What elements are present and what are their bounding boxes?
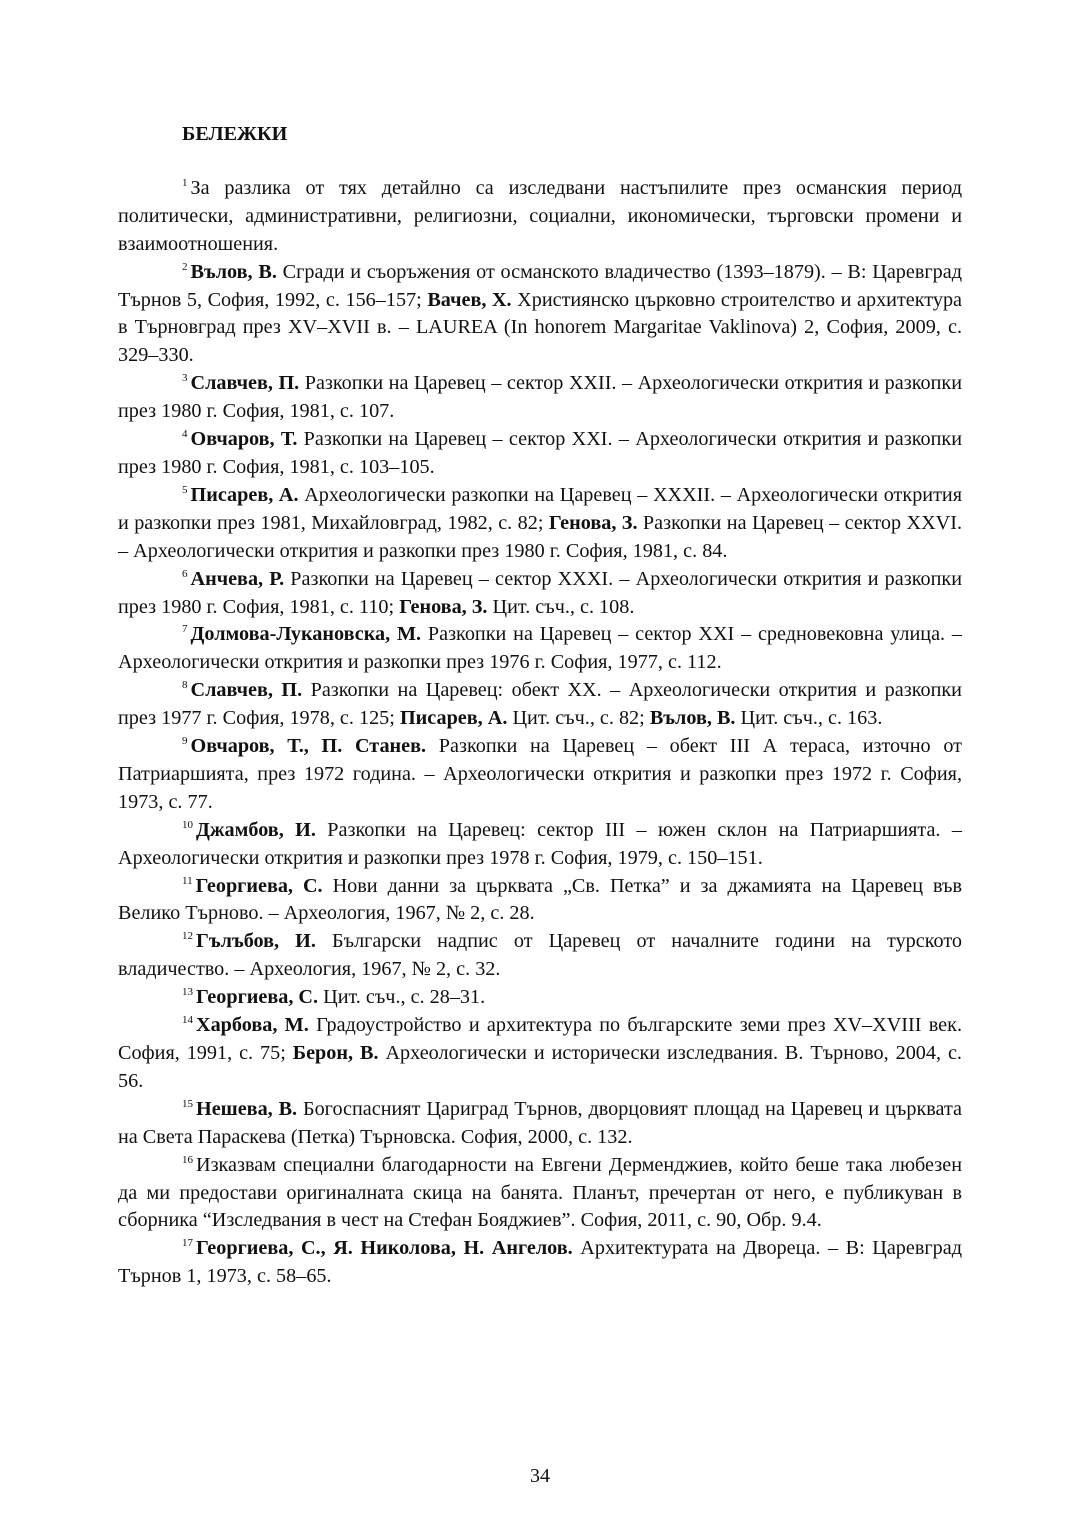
citation-text: Цит. съч., с. 108. bbox=[487, 595, 635, 618]
author-name: Анчева, Р. bbox=[190, 567, 285, 590]
citation-text: Сгради и съоръжения от османското владичество (1393–1879). – В: Царевград Търнов 5, София, 1992, с. 156–157; bbox=[118, 260, 962, 311]
endnote-number: 7 bbox=[182, 623, 188, 636]
endnotes-page bbox=[118, 112, 962, 1291]
citation-text: Архитектурата на Двореца. – В: Царевград Търнов 1, 1973, с. 58–65. bbox=[118, 1237, 962, 1288]
citation-text: Разкопки на Царевец – сектор XXI – средновековна улица. – Археологически открития и разкопки през 1976 г. София, 1977, с. 112. bbox=[118, 623, 962, 674]
author-name: Георгиева, С. bbox=[195, 874, 323, 897]
endnote bbox=[118, 566, 962, 622]
endnotes-list bbox=[118, 175, 962, 1291]
citation-text: Разкопки на Царевец – сектор XXXI. – Археологически открития и разкопки през 1980 г. София, 1981, с. 110; bbox=[118, 567, 962, 618]
endnote bbox=[118, 928, 962, 984]
citation-text: Градоустройство и архитектура по българските земи през XV–XVIII век. София, 1991, с. 75; bbox=[118, 1014, 962, 1064]
endnote-number: 10 bbox=[182, 818, 193, 831]
author-name: Вълов, В. bbox=[190, 260, 277, 283]
endnote-number: 15 bbox=[182, 1097, 193, 1110]
endnote bbox=[118, 677, 962, 733]
endnote bbox=[118, 733, 962, 817]
citation-text: Разкопки на Царевец – сектор XXI. – Археологически открития и разкопки през 1980 г. София, 1981, с. 103–105. bbox=[118, 428, 962, 478]
author-name: Генова, З. bbox=[399, 595, 488, 618]
author-name: Генова, З. bbox=[548, 511, 638, 534]
endnote-number: 4 bbox=[182, 428, 188, 441]
citation-text: Български надпис от Царевец от началните години на турското владичество. – Археология, 1967, № 2, с. 32. bbox=[118, 930, 962, 981]
endnote bbox=[118, 621, 962, 677]
endnote bbox=[118, 873, 962, 929]
section-heading: БЕЛЕЖКИ bbox=[182, 123, 288, 145]
endnote bbox=[118, 1096, 962, 1152]
citation-text: Разкопки на Царевец – обект III А тераса, източно от Патриаршията, през 1972 година. – Археологически открития и разкопки през 1972 г. София, 1973, с. 77. bbox=[118, 735, 963, 813]
author-name: Славчев, П. bbox=[190, 679, 303, 702]
author-name: Георгиева, С., Я. Николова, Н. Ангелов. bbox=[196, 1237, 573, 1260]
endnote bbox=[118, 1012, 962, 1096]
endnote-number: 5 bbox=[182, 483, 188, 496]
endnote bbox=[118, 259, 962, 371]
endnote-number: 3 bbox=[182, 372, 188, 385]
author-name: Гълъбов, И. bbox=[196, 930, 316, 953]
author-name: Писарев, А. bbox=[190, 483, 299, 506]
endnote bbox=[118, 1152, 962, 1236]
citation-text: Разкопки на Царевец – сектор XXVI. – Археологически открития и разкопки през 1980 г. София, 1981, с. 84. bbox=[118, 511, 963, 562]
endnote-number: 9 bbox=[182, 735, 188, 748]
author-name: Долмова-Лукановска, М. bbox=[190, 623, 422, 646]
endnote-number: 1 bbox=[182, 176, 188, 189]
citation-text: Нови данни за църквата „Св. Петка” и за джамията на Царевец във Велико Търново. – Археология, 1967, № 2, с. 28. bbox=[118, 874, 962, 925]
endnote bbox=[118, 426, 962, 482]
citation-text: Разкопки на Царевец: обект XX. – Археологически открития и разкопки през 1977 г. София, 1978, с. 125; bbox=[118, 679, 962, 730]
citation-text: Цит. съч., с. 28–31. bbox=[318, 986, 486, 1009]
endnote-number: 17 bbox=[182, 1237, 193, 1250]
endnote-number: 2 bbox=[182, 260, 188, 273]
author-name: Нешева, В. bbox=[196, 1097, 298, 1120]
citation-text: Археологически разкопки на Царевец – XXXII. – Археологически открития и разкопки през 1981, Михайловград, 1982, с. 82; bbox=[118, 483, 962, 534]
citation-text: Разкопки на Царевец – сектор XXII. – Археологически открития и разкопки през 1980 г. София, 1981, с. 107. bbox=[118, 372, 962, 423]
author-name: Славчев, П. bbox=[190, 372, 300, 395]
page-number: 34 bbox=[530, 1465, 550, 1487]
endnote bbox=[118, 482, 962, 566]
endnote-number: 12 bbox=[182, 930, 193, 943]
endnote-number: 11 bbox=[182, 874, 193, 887]
endnote-number: 6 bbox=[182, 567, 188, 580]
endnote-number: 14 bbox=[182, 1014, 193, 1027]
citation-text: Изказвам специални благодарности на Евгени Дерменджиев, който беше така любезен да ми предостави оригиналната скица на банята. Планът, пречертан от него, е публикуван в сборника “Изследвания в чест на Стефан Бояджиев”. София, 2011, с. 90, Обр. 9.4. bbox=[118, 1153, 962, 1232]
author-name: Берон, В. bbox=[292, 1042, 379, 1064]
author-name: Овчаров, Т. bbox=[190, 428, 298, 451]
endnote-number: 13 bbox=[182, 986, 193, 999]
citation-text: Разкопки на Царевец: сектор III – южен склон на Патриаршията. – Археологически открития и разкопки през 1978 г. София, 1979, с. 150–151. bbox=[118, 818, 962, 869]
author-name: Овчаров, Т., П. Станев. bbox=[190, 735, 427, 758]
endnote bbox=[118, 175, 962, 259]
endnote bbox=[118, 370, 962, 426]
author-name: Вачев, Х. bbox=[427, 288, 512, 311]
endnote bbox=[118, 817, 962, 873]
citation-text: За разлика от тях детайлно са изследвани настъпилите през османския период политически, административни, религиозни, социални, икономически, търговски промени и взаимоотношения. bbox=[118, 176, 962, 255]
author-name: Джамбов, И. bbox=[196, 818, 316, 841]
author-name: Харбова, М. bbox=[196, 1014, 309, 1037]
endnote-number: 16 bbox=[182, 1153, 193, 1166]
author-name: Писарев, А. bbox=[399, 707, 508, 730]
citation-text: Цит. съч., с. 82; bbox=[507, 707, 650, 730]
endnote bbox=[118, 1235, 962, 1291]
citation-text: Цит. съч., с. 163. bbox=[735, 707, 883, 730]
endnote-number: 8 bbox=[182, 679, 188, 692]
author-name: Вълов, В. bbox=[649, 707, 736, 730]
citation-text: Археологически и исторически изследвания. В. Търново, 2004, с. 56. bbox=[118, 1042, 962, 1092]
citation-text: Християнско църковно строителство и архитектура в Търновград през XV–XVII в. – LAUREA (In honorem Margaritae Vaklinova) 2, София, 2009, с. 329–330. bbox=[118, 288, 963, 367]
citation-text: Богоспасният Цариград Търнов, дворцовият площад на Царевец и църквата на Света Параскева (Петка) Търновска. София, 2000, с. 132. bbox=[118, 1097, 962, 1148]
author-name: Георгиева, С. bbox=[196, 986, 319, 1009]
endnote bbox=[118, 984, 962, 1012]
